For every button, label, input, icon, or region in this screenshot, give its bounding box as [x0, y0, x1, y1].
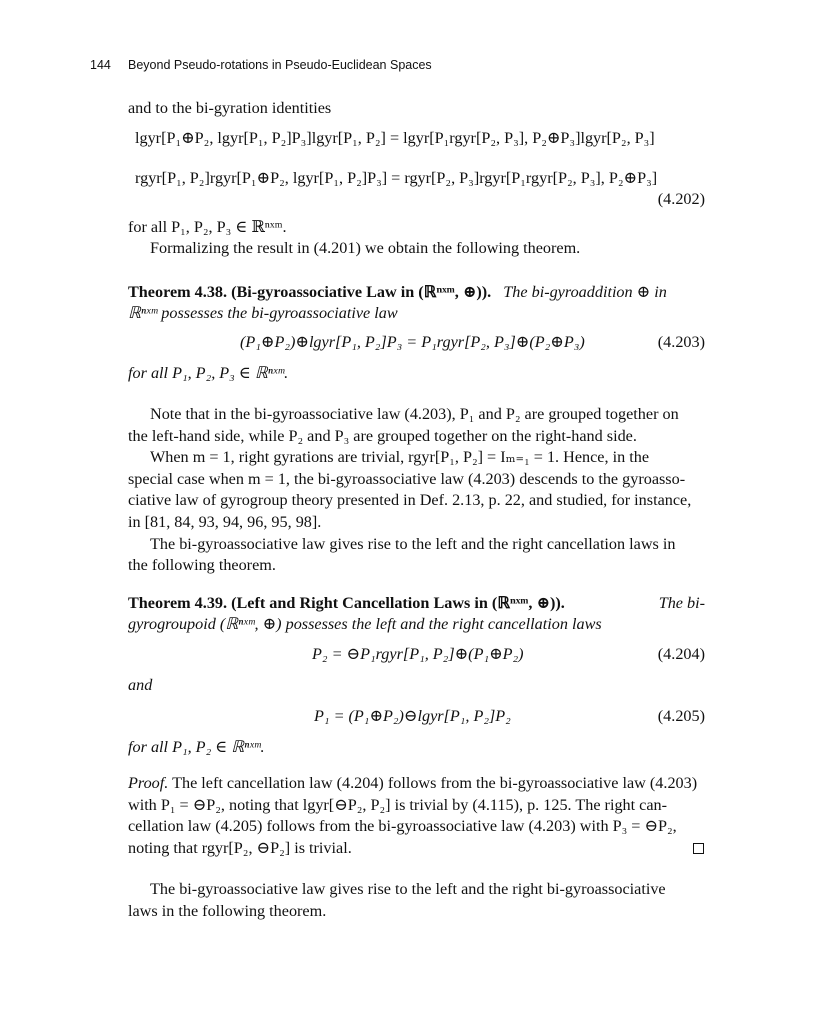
theorem-4-39-line-2	[128, 616, 602, 632]
theorem-4-39-text-2: gyrogroupoid (ℝⁿˣᵐ, ⊕) possesses the left and the right cancellation laws	[128, 615, 602, 633]
proof-line-2: with P₁ = ⊖P₂, noting that lgyr[⊖P₂, P₂] is trivial by (4.115), p. 125. The right can-	[128, 796, 668, 814]
proof-label: Proof.	[128, 774, 169, 792]
theorem-4-38-line-1	[128, 284, 667, 300]
identity-1: lgyr[P₁⊕P₂, lgyr[P₁, P₂]P₃]lgyr[P₁, P₂] = lgyr[P₁rgyr[P₂, P₃], P₂⊕P₃]lgyr[P₂, P₃]	[135, 129, 655, 147]
equation-number-4-202: (4.202)	[657, 190, 705, 208]
equation-number-4-205: (4.205)	[657, 707, 705, 725]
theorem-4-38-for-all: for all P₁, P₂, P₃ ∈ ℝⁿˣᵐ.	[128, 364, 289, 382]
intro-line: and to the bi-gyration identities	[128, 99, 332, 117]
theorem-4-38-line-2	[128, 305, 398, 321]
theorem-4-39-formula-1: P₂ = ⊖P₁rgyr[P₁, P₂]⊕(P₁⊕P₂)	[312, 645, 524, 663]
paragraph-4-line-1: The bi-gyroassociative law gives rise to the left and the right bi-gyroassociative	[150, 880, 666, 898]
equation-number-4-204: (4.204)	[657, 645, 705, 663]
running-title: Beyond Pseudo-rotations in Pseudo-Euclidean Spaces	[128, 58, 432, 72]
paragraph-2-line-1: When m = 1, right gyrations are trivial, rgyr[P₁, P₂] = Iₘ₌₁ = 1. Hence, in the	[150, 448, 649, 466]
theorem-4-39-for-all: for all P₁, P₂ ∈ ℝⁿˣᵐ.	[128, 738, 265, 756]
proof-line-4: noting that rgyr[P₂, ⊖P₂] is trivial.	[128, 839, 352, 857]
paragraph-2-line-3: ciative law of gyrogroup theory presented in Def. 2.13, p. 22, and studied, for instance,	[128, 491, 692, 509]
paragraph-1-line-2: the left-hand side, while P₂ and P₃ are grouped together on the right-hand side.	[128, 427, 637, 445]
theorem-4-39-text-1: The bi-	[658, 594, 705, 612]
theorem-4-38-heading: Theorem 4.38. (Bi-gyroassociative Law in (ℝⁿˣᵐ, ⊕)).	[128, 283, 492, 301]
paragraph-2-line-4: in [81, 84, 93, 94, 96, 95, 98].	[128, 513, 322, 531]
formalizing-line: Formalizing the result in (4.201) we obtain the following theorem.	[150, 239, 581, 257]
for-all-line: for all P₁, P₂, P₃ ∈ ℝⁿˣᵐ.	[128, 218, 287, 236]
theorem-4-39-formula-2: P₁ = (P₁⊕P₂)⊖lgyr[P₁, P₂]P₂	[314, 707, 511, 725]
theorem-4-39-line-1	[128, 595, 565, 611]
paragraph-3-line-1: The bi-gyroassociative law gives rise to the left and the right cancellation laws in	[150, 535, 676, 553]
theorem-4-38-text-2: ℝⁿˣᵐ possesses the bi-gyroassociative law	[128, 304, 398, 322]
theorem-4-39-heading: Theorem 4.39. (Left and Right Cancellation Laws in (ℝⁿˣᵐ, ⊕)).	[128, 594, 565, 612]
proof-line-1: Proof. The left cancellation law (4.204) follows from the bi-gyroassociative law (4.203)	[128, 774, 698, 792]
proof-line-3: cellation law (4.205) follows from the bi-gyroassociative law (4.203) with P₃ = ⊖P₂,	[128, 817, 677, 835]
running-header	[90, 58, 432, 72]
paragraph-3-line-2: the following theorem.	[128, 556, 276, 574]
theorem-4-38-formula: (P₁⊕P₂)⊕lgyr[P₁, P₂]P₃ = P₁rgyr[P₂, P₃]⊕(P₂⊕P₃)	[240, 333, 585, 351]
page-number: 144	[90, 58, 111, 72]
theorem-4-39-and: and	[128, 676, 153, 694]
paragraph-4-line-2: laws in the following theorem.	[128, 902, 327, 920]
theorem-4-38-text-1: The bi-gyroaddition ⊕ in	[503, 283, 667, 301]
identity-2: rgyr[P₁, P₂]rgyr[P₁⊕P₂, lgyr[P₁, P₂]P₃] = rgyr[P₂, P₃]rgyr[P₁rgyr[P₂, P₃], P₂⊕P₃]	[135, 169, 658, 187]
qed-square-icon	[693, 843, 704, 854]
paragraph-2-line-2: special case when m = 1, the bi-gyroassociative law (4.203) descends to the gyroasso-	[128, 470, 686, 488]
paragraph-1-line-1: Note that in the bi-gyroassociative law (4.203), P₁ and P₂ are grouped together on	[150, 405, 679, 423]
equation-number-4-203: (4.203)	[657, 333, 705, 351]
